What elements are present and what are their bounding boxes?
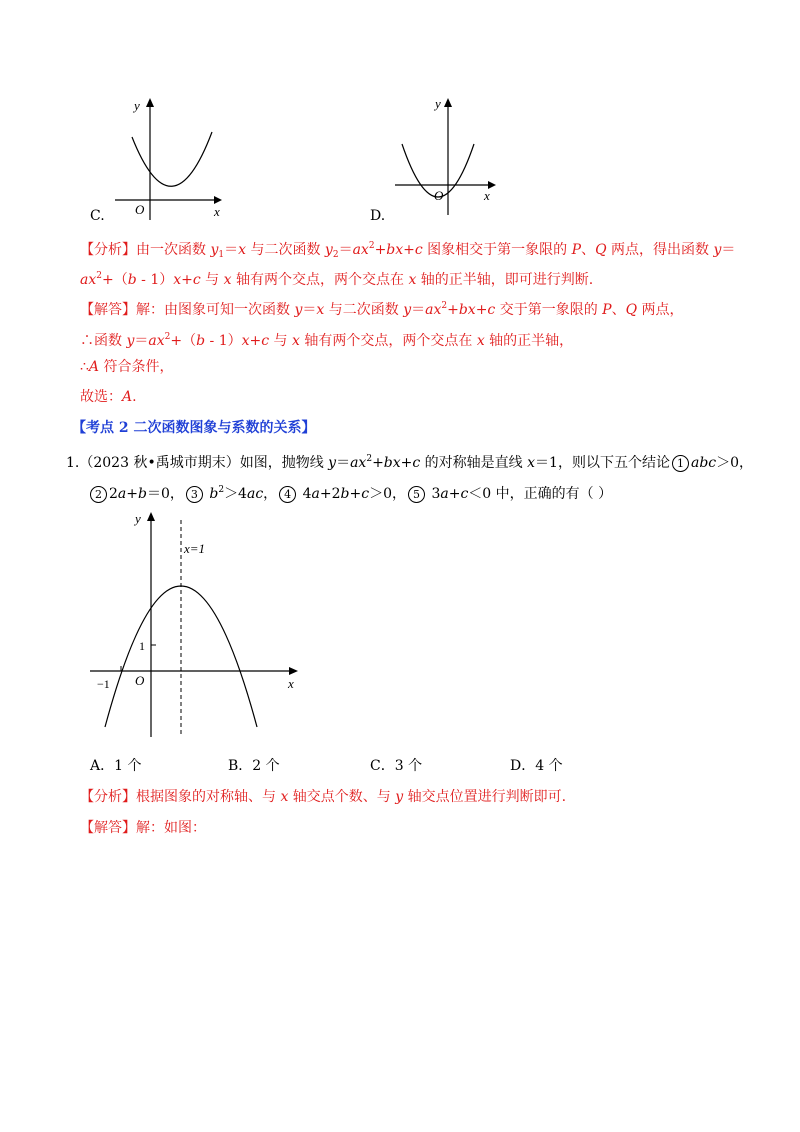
analysis-1-line-1: 【分析】由一次函数 $y_1=x$ 与二次函数 $y_2=ax^2+bx+c$ 图象相交于第一象限的 P、Q 两点，得出函数 y＝: [80, 241, 736, 260]
x-axis-arrow: [289, 667, 298, 675]
option-b[interactable]: B．2 个: [228, 758, 280, 774]
y-label: y: [134, 98, 140, 113]
answer-1-line-2: ∴函数 $y=ax^2+(b - 1)x+c$ 与 x 轴有两个交点，两个交点在 x 轴的正半轴，: [80, 332, 574, 349]
x-label: x: [484, 188, 490, 203]
answer-tag: 【解答】: [80, 820, 136, 836]
analysis-1-line-2: $ax^2+(b - 1)x+c$ 与 x 轴有两个交点，两个交点在 x 轴的正半轴，即可进行判断.: [80, 271, 594, 288]
question-graph: [85, 505, 310, 745]
y-axis-arrow: [147, 512, 155, 521]
circled-number: 3: [186, 486, 203, 503]
y-label: y: [435, 96, 441, 111]
question-number: 1.: [66, 455, 80, 471]
origin-label: O: [135, 202, 145, 217]
option-d[interactable]: D．4 个: [510, 758, 563, 774]
option-c[interactable]: C．3 个: [370, 758, 423, 774]
graph-c: [110, 90, 230, 225]
y-label: y: [135, 511, 141, 526]
question-line-1: 1.（2023 秋•禹城市期末）如图，抛物线 $y=ax^2+bx+c$ 的对称轴是直线 x＝1，则以下五个结论 1 abc＞0，: [66, 454, 754, 471]
y-axis-arrow: [444, 98, 452, 107]
one-label: 1: [139, 639, 145, 653]
circled-number: 2: [90, 486, 107, 503]
y-axis-arrow: [146, 98, 154, 107]
x-label: x: [214, 204, 220, 219]
parabola: [132, 132, 212, 186]
answer-1-line-1: 【解答】解：由图象可知一次函数 y＝x 与二次函数 $y=ax^2+bx+c$ 交于第一象限的 P、Q 两点，: [80, 301, 684, 318]
circled-number: 1: [672, 455, 689, 472]
x-axis-arrow: [214, 196, 222, 204]
answer-tag: 【解答】: [80, 302, 136, 318]
answer-1-line-4: 故选：A.: [80, 389, 137, 405]
neg-one-label: −1: [97, 677, 110, 691]
answer-1-line-3: ∴A 符合条件，: [80, 359, 174, 375]
option-a[interactable]: A．1 个: [90, 758, 142, 774]
origin-label: O: [434, 188, 444, 203]
question-line-2: 2 2a+b＝0， 3 $b^2>4ac$， 4 4a+2b+c＞0， 5 3a+c＜0 中，正确的有（ ）: [88, 480, 612, 504]
analysis-tag: 【分析】: [80, 789, 136, 805]
option-c-letter: C.: [90, 208, 105, 224]
circled-number: 5: [408, 486, 425, 503]
circled-number: 4: [279, 486, 296, 503]
origin-label: O: [135, 673, 145, 688]
option-d-letter: D.: [370, 208, 386, 224]
graph-d: [390, 90, 510, 225]
section-heading: 【考点 2 二次函数图象与系数的关系】: [72, 420, 316, 436]
answer-2: 【解答】解：如图：: [80, 820, 206, 836]
x-label: x: [288, 676, 294, 691]
analysis-tag: 【分析】: [80, 242, 136, 258]
analysis-2: 【分析】根据图象的对称轴、与 x 轴交点个数、与 y 轴交点位置进行判断即可.: [80, 789, 567, 805]
symmetry-label: x=1: [184, 541, 206, 556]
